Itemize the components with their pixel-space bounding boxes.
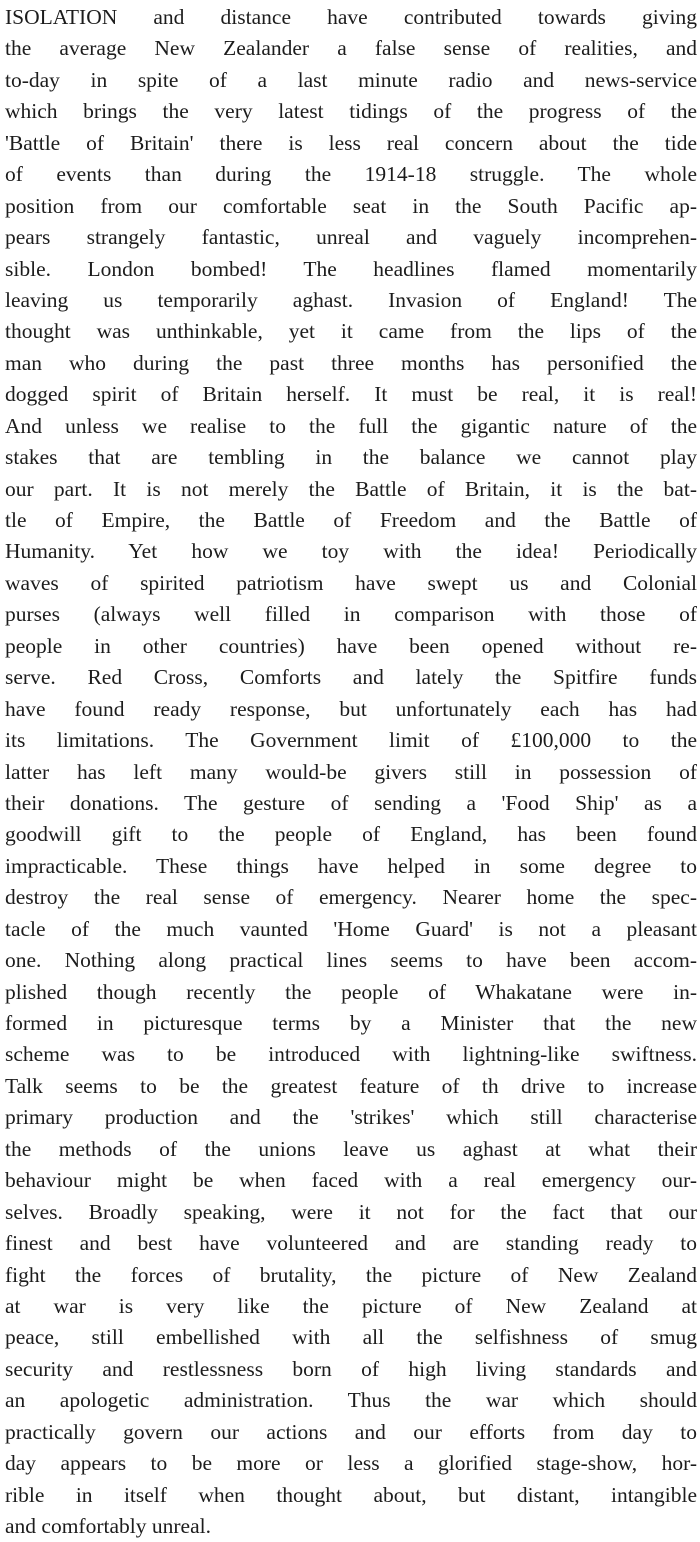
article-line: at war is very like the picture of New Zealand at — [5, 1293, 697, 1318]
article-line: day appears to be more or less a glorified stage-show, hor- — [5, 1451, 697, 1476]
article-line: thought was unthinkable, yet it came from the lips of the — [5, 319, 697, 344]
article-line: sible. London bombed! The headlines flamed momentarily — [5, 256, 697, 281]
article-line: ISOLATION and distance have contributed towards giving — [5, 5, 697, 29]
article-line: practically govern our actions and our efforts from day to — [5, 1419, 697, 1444]
article-line: serve. Red Cross, Comforts and lately the Spitfire funds — [5, 665, 697, 690]
article-line: have found ready response, but unfortunately each has had — [5, 696, 697, 721]
article-line: its limitations. The Government limit of £100,000 to the — [5, 728, 697, 753]
article-line: impracticable. These things have helped in some degree to — [5, 853, 697, 878]
article-line: pears strangely fantastic, unreal and vaguely incomprehen- — [5, 225, 697, 250]
article-line: finest and best have volunteered and are standing ready to — [5, 1231, 697, 1256]
article-line: people in other countries) have been opened without re- — [5, 633, 697, 658]
article-line: security and restlessness born of high living standards and — [5, 1356, 697, 1381]
article-line: the methods of the unions leave us aghast at what their — [5, 1136, 697, 1161]
article-line: dogged spirit of Britain herself. It must be real, it is real! — [5, 382, 697, 407]
article-line: peace, still embellished with all the selfishness of smug — [5, 1325, 697, 1350]
article-line: which brings the very latest tidings of the progress of the — [5, 99, 697, 124]
article-line: rible in itself when thought about, but distant, intangible — [5, 1482, 697, 1507]
article-line: And unless we realise to the full the gigantic nature of the — [5, 413, 697, 438]
article-line: position from our comfortable seat in the South Pacific ap- — [5, 193, 697, 218]
article-text — [5, 2, 697, 1542]
article-line: to-day in spite of a last minute radio and news-service — [5, 67, 697, 92]
article-line: waves of spirited patriotism have swept us and Colonial — [5, 570, 697, 595]
article-line: scheme was to be introduced with lightning-like swiftness. — [5, 1042, 697, 1067]
article-line: one. Nothing along practical lines seems to have been accom- — [5, 948, 697, 973]
article-line: purses (always well filled in comparison with those of — [5, 602, 697, 627]
article-line: tacle of the much vaunted 'Home Guard' is not a pleasant — [5, 916, 697, 941]
article-line: their donations. The gesture of sending a 'Food Ship' as a — [5, 790, 697, 815]
article-line: an apologetic administration. Thus the war which should — [5, 1388, 697, 1413]
article-line: goodwill gift to the people of England, has been found — [5, 822, 697, 847]
article-line: of events than during the 1914-18 struggle. The whole — [5, 162, 697, 187]
article-line: and comfortably unreal. — [5, 1514, 211, 1538]
article-line: stakes that are tembling in the balance we cannot play — [5, 445, 697, 470]
article-line: fight the forces of brutality, the picture of New Zealand — [5, 1262, 697, 1287]
article-line: the average New Zealander a false sense of realities, and — [5, 36, 697, 61]
article-line: behaviour might be when faced with a real emergency our- — [5, 1168, 697, 1193]
article-line: 'Battle of Britain' there is less real concern about the tide — [5, 130, 697, 155]
article-line: tle of Empire, the Battle of Freedom and the Battle of — [5, 508, 697, 532]
article-line: primary production and the 'strikes' which still characterise — [5, 1105, 697, 1130]
article-line: destroy the real sense of emergency. Nearer home the spec- — [5, 885, 697, 910]
article-line: formed in picturesque terms by a Minister that the new — [5, 1011, 697, 1035]
article-line: selves. Broadly speaking, were it not for the fact that our — [5, 1199, 697, 1224]
article-line: latter has left many would-be givers still in possession of — [5, 759, 697, 784]
article-line: our part. It is not merely the Battle of Britain, it is the bat- — [5, 476, 697, 501]
article-line: Humanity. Yet how we toy with the idea! Periodically — [5, 539, 697, 564]
article-line: leaving us temporarily aghast. Invasion of England! The — [5, 287, 697, 312]
article-line: plished though recently the people of Whakatane were in- — [5, 979, 697, 1004]
article-line: man who during the past three months has personified the — [5, 350, 697, 375]
article-line: Talk seems to be the greatest feature of th drive to increase — [5, 1073, 697, 1098]
